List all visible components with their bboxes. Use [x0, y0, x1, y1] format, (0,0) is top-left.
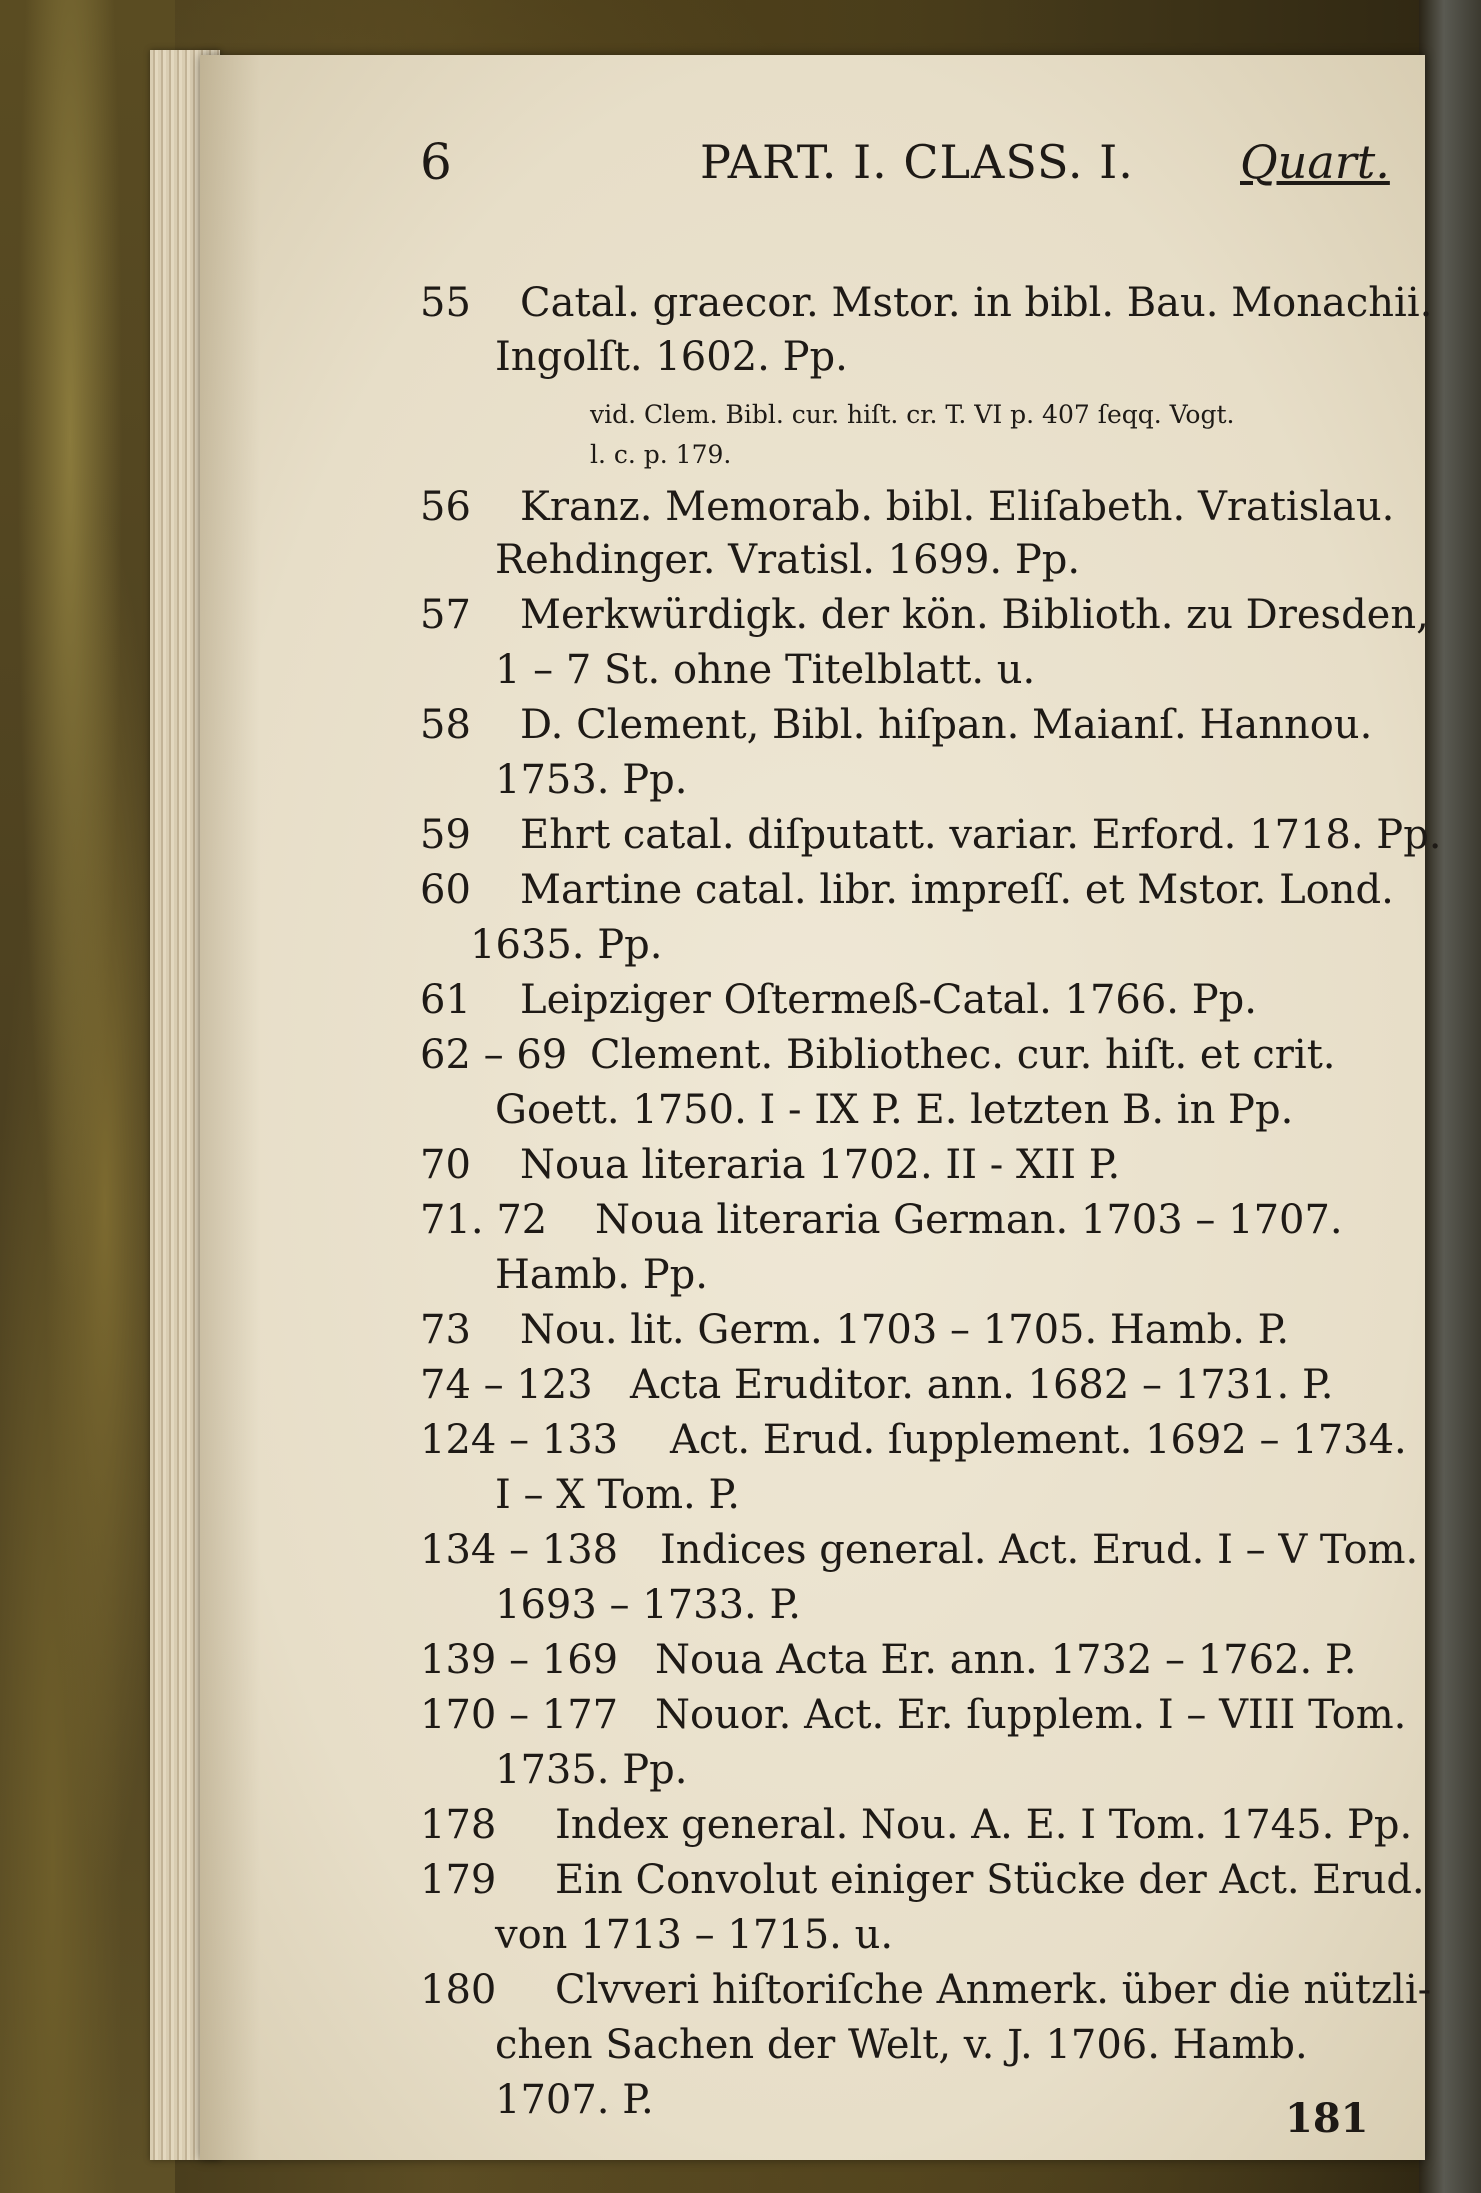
- entry-number: 57: [420, 592, 471, 638]
- entry-note: vid. Clem. Bibl. cur. hiſt. cr. T. VI p. 407 ſeqq. Vogt.: [590, 400, 1235, 429]
- entry-text: 1707. P.: [495, 2077, 654, 2123]
- entry-text: Martine catal. libr. impreſſ. et Mstor. Lond.: [520, 867, 1394, 913]
- entry-text: Merkwürdigk. der kön. Biblioth. zu Dresden,: [520, 592, 1429, 638]
- page-number: 6: [420, 133, 452, 191]
- entry-number: 61: [420, 977, 471, 1023]
- entry-text: Act. Erud. ſupplement. 1692 – 1734.: [670, 1417, 1407, 1463]
- entry-note: l. c. p. 179.: [590, 440, 732, 469]
- entry-text: Noua literaria German. 1703 – 1707.: [595, 1197, 1343, 1243]
- book-page: [200, 55, 1442, 2160]
- entry-number: 71. 72: [420, 1197, 548, 1243]
- signature-mark: 181: [1285, 2095, 1369, 2142]
- entry-text: 1753. Pp.: [495, 757, 688, 803]
- entry-text: Clement. Bibliothec. cur. hiſt. et crit.: [590, 1032, 1336, 1078]
- entry-number: 59: [420, 812, 471, 858]
- entry-text: 1635. Pp.: [470, 922, 663, 968]
- entry-text: 1693 – 1733. P.: [495, 1582, 801, 1628]
- entry-text: Indices general. Act. Erud. I – V Tom.: [660, 1527, 1419, 1573]
- entry-text: Hamb. Pp.: [495, 1252, 708, 1298]
- entry-number: 70: [420, 1142, 471, 1188]
- entry-number: 74 – 123: [420, 1362, 593, 1408]
- entry-number: 55: [420, 280, 471, 326]
- entry-text: Kranz. Memorab. bibl. Eliſabeth. Vratislau.: [520, 484, 1395, 530]
- entry-text: Nou. lit. Germ. 1703 – 1705. Hamb. P.: [520, 1307, 1290, 1353]
- cover-right-edge: [1419, 0, 1481, 2193]
- entry-text: Noua literaria 1702. II - XII P.: [520, 1142, 1121, 1188]
- entry-text: Ehrt catal. diſputatt. variar. Erford. 1718. Pp.: [520, 812, 1442, 858]
- entry-text: Rehdinger. Vratisl. 1699. Pp.: [495, 537, 1081, 583]
- entry-number: 134 – 138: [420, 1527, 619, 1573]
- entry-number: 139 – 169: [420, 1637, 619, 1683]
- entry-number: 124 – 133: [420, 1417, 619, 1463]
- entry-text: chen Sachen der Welt, v. J. 1706. Hamb.: [495, 2022, 1308, 2068]
- entry-text: I – X Tom. P.: [495, 1472, 740, 1518]
- entry-text: D. Clement, Bibl. hiſpan. Maianſ. Hannou.: [520, 702, 1373, 748]
- entry-text: Ingolſt. 1602. Pp.: [495, 334, 848, 380]
- entry-text: Leipziger Oſtermeß-Catal. 1766. Pp.: [520, 977, 1257, 1023]
- entry-text: Acta Eruditor. ann. 1682 – 1731. P.: [630, 1362, 1334, 1408]
- entry-text: Noua Acta Er. ann. 1732 – 1762. P.: [655, 1637, 1357, 1683]
- entry-number: 178: [420, 1802, 497, 1848]
- entry-text: Nouor. Act. Er. ſupplem. I – VIII Tom.: [655, 1692, 1407, 1738]
- entry-number: 60: [420, 867, 471, 913]
- entry-number: 56: [420, 484, 471, 530]
- entry-text: Ein Convolut einiger Stücke der Act. Erud.: [555, 1857, 1425, 1903]
- entry-number: 180: [420, 1967, 497, 2013]
- entry-text: Clvveri hiſtoriſche Anmerk. über die nützli-: [555, 1967, 1432, 2013]
- running-head-part-class: PART. I. CLASS. I.: [700, 135, 1134, 189]
- entry-text: von 1713 – 1715. u.: [495, 1912, 894, 1958]
- entry-text: 1735. Pp.: [495, 1747, 688, 1793]
- entry-number: 58: [420, 702, 471, 748]
- entry-text: 1 – 7 St. ohne Titelblatt. u.: [495, 647, 1036, 693]
- entry-number: 170 – 177: [420, 1692, 619, 1738]
- running-head-format: Quart.: [1240, 135, 1390, 189]
- entry-number: 73: [420, 1307, 471, 1353]
- entry-text: Index general. Nou. A. E. I Tom. 1745. Pp.: [555, 1802, 1413, 1848]
- entry-number: 62 – 69: [420, 1032, 568, 1078]
- entry-number: 179: [420, 1857, 497, 1903]
- marbled-cover-left: [0, 0, 175, 2193]
- entry-text: Goett. 1750. I - IX P. E. letzten B. in Pp.: [495, 1087, 1294, 1133]
- page-text: [200, 55, 1442, 2160]
- entry-text: Catal. graecor. Mstor. in bibl. Bau. Monachii.: [520, 280, 1433, 326]
